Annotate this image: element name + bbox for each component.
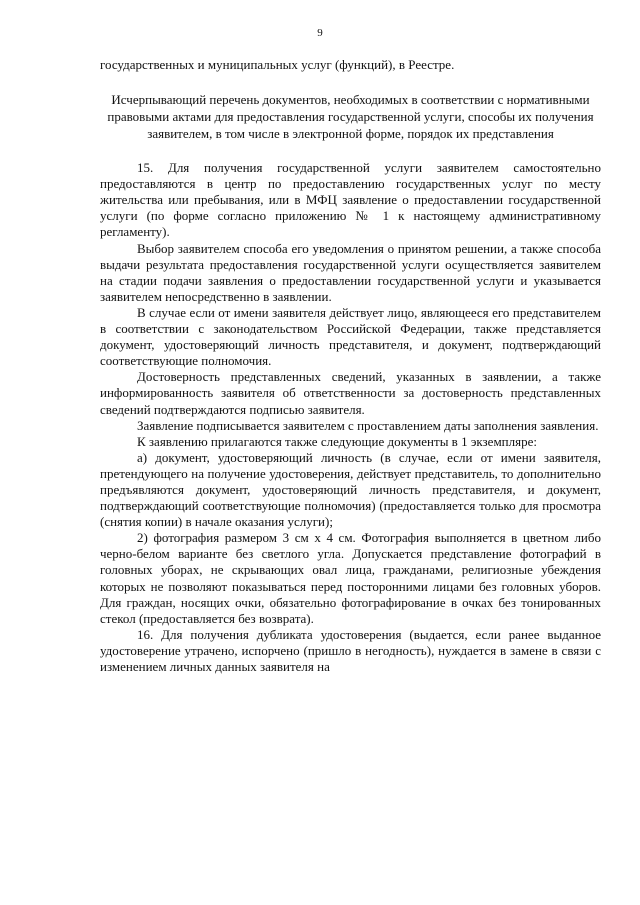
- list-item-identity-document: а) документ, удостоверяющий личность (в случае, если от имени заявителя, претендующего на получение удостоверения, действует представитель, то дополнительно предъявляются документ, удостоверяющий личность представителя, и документ, подтверждающий соответствующие полномочия) (предоставляется только для просмотра (снятия копии) в начале оказания услуги);: [100, 449, 601, 530]
- paragraph-attachments: К заявлению прилагаются также следующие документы в 1 экземпляре:: [137, 433, 537, 449]
- paragraph-reliability: Достоверность представленных сведений, указанных в заявлении, а также информированность заявителя об ответственности за достоверность представленных сведений подтверждаются подписью заявителя.: [100, 369, 601, 417]
- lead-line: государственных и муниципальных услуг (функций), в Реестре.: [100, 57, 455, 72]
- page-number: 9: [317, 27, 323, 39]
- section-heading: Исчерпывающий перечень документов, необходимых в соответствии с нормативными правовыми актами для предоставления государственной услуги, способы их получения заявителем, в том числе в электронной форме, порядок их представления: [107, 92, 594, 142]
- list-item-photograph: 2) фотография размером 3 см х 4 см. Фотография выполняется в цветном либо черно-белом варианте без светлого угла. Допускается представление фотографий в головных уборах, не скрывающих овал лица, гражданами, религиозные убеждения которых не позволяют показываться перед посторонними лицами без головных уборов. Для граждан, носящих очки, обязательно фотографирование в очках без тонированных стекол (предоставляется без возврата).: [100, 530, 601, 626]
- paragraph-representative: В случае если от имени заявителя действует лицо, являющееся его представителем в соответствии с законодательством Российской Федерации, также представляется документ, удостоверяющий личность представителя, и документ, подтверждающий соответствующие полномочия.: [100, 304, 601, 369]
- paragraph-16: 16. Для получения дубликата удостоверения (выдается, если ранее выданное удостоверение утрачено, испорчено (пришло в негодность), нуждается в замене в связи с изменением личных данных заявителя на: [100, 626, 601, 674]
- paragraph-notification-choice: Выбор заявителем способа его уведомления о принятом решении, а также способа выдачи результата предоставления государственной услуги осуществляется заявителем на стадии подачи заявления о предоставлении государственной услуги и указывается заявителем непосредственно в заявлении.: [100, 240, 601, 304]
- document-body: [100, 57, 601, 675]
- paragraph-15: 15. Для получения государственной услуги заявителем самостоятельно предоставляются в центр по предоставлению государственных услуг по месту жительства или пребывания, или в МФЦ заявление о предоставлении государственной услуги (по форме согласно приложению № 1 к настоящему административному регламенту).: [100, 160, 601, 240]
- paragraph-signature: Заявление подписывается заявителем с проставлением даты заполнения заявления.: [137, 417, 599, 433]
